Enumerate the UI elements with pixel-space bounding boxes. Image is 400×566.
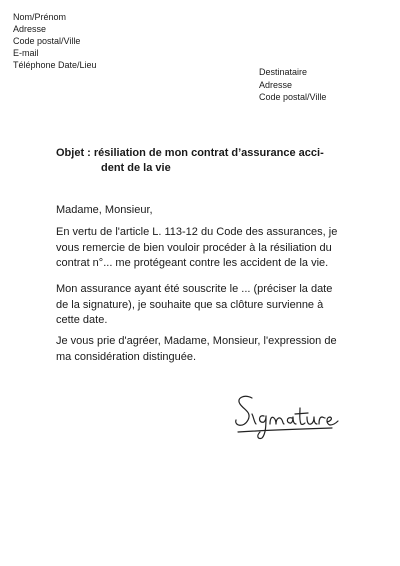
subject-line-2: dent de la vie	[101, 162, 171, 174]
paragraph-line: vous remercie de bien vouloir procéder à la résiliation du	[56, 241, 332, 254]
sender-address: Adresse	[13, 24, 47, 34]
handwritten-signature	[230, 392, 340, 442]
subject-line-1: Objet : résiliation de mon contrat d’assurance acci-	[56, 147, 324, 159]
sender-email: E-mail	[13, 48, 39, 58]
paragraph-subscription-date	[56, 282, 374, 329]
paragraph-line: ma considération distinguée.	[56, 350, 197, 363]
recipient-postal-city: Code postal/Ville	[259, 92, 327, 102]
paragraph-line: Mon assurance ayant été souscrite le ... (préciser la date	[56, 283, 333, 295]
salutation: Madame, Monsieur,	[56, 204, 153, 216]
paragraph-line: Je vous prie d'agréer, Madame, Monsieur, l'expression de	[56, 335, 337, 347]
recipient-address: Adresse	[259, 79, 293, 90]
sender-postal-city: Code postal/Ville	[13, 36, 81, 46]
sender-block	[13, 11, 97, 71]
paragraph-termination-request	[56, 225, 374, 272]
paragraph-line: cette date.	[56, 314, 108, 326]
recipient-label: Destinataire	[259, 67, 308, 77]
paragraph-line: de la signature), je souhaite que sa clôture survienne à	[56, 298, 324, 311]
recipient-block	[259, 66, 326, 104]
paragraph-closing-formula	[56, 334, 374, 365]
paragraph-line: contrat n°... me protégeant contre les accident de la vie.	[56, 257, 329, 269]
subject-line	[56, 146, 356, 176]
sender-name: Nom/Prénom	[13, 12, 67, 22]
paragraph-line: En vertu de l'article L. 113-12 du Code des assurances, je	[56, 226, 338, 238]
sender-phone-date-place: Téléphone Date/Lieu	[13, 60, 97, 70]
